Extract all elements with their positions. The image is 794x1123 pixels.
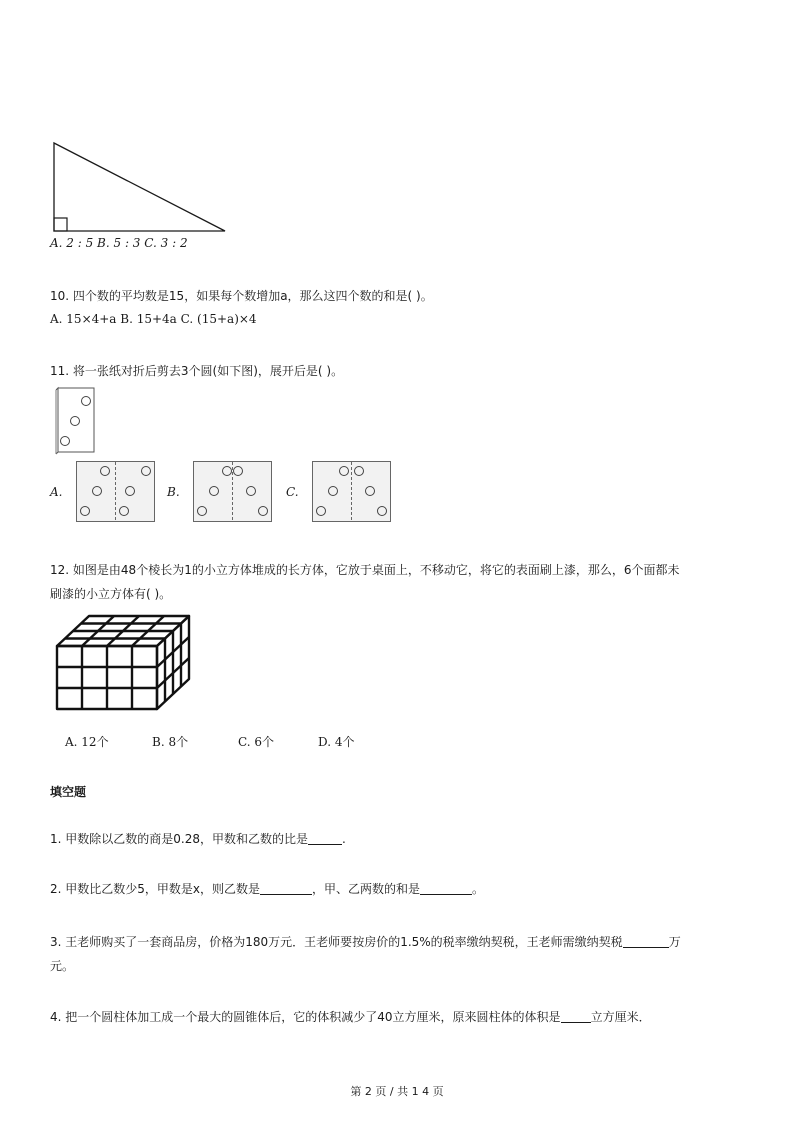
q9-options: A. 2 : 5 B. 5 : 3 C. 3 : 2 (50, 236, 188, 250)
fill-1-blank[interactable] (308, 832, 342, 845)
q11-stem (50, 362, 343, 379)
page-footer: 第 2 页 / 共 1 4 页 (350, 1085, 444, 1098)
fill-3-text: 王老师购买了一套商品房，价格为180万元．王老师要按房价的1.5%的税率缴纳契税，王老师需缴纳契税 (65, 935, 623, 949)
fill-3-text-unit: 万 (668, 935, 681, 949)
right-triangle-figure (53, 142, 229, 234)
q10-text: 四个数的平均数是15，如果每个数增加a，那么这四个数的和是( )。 (72, 289, 433, 303)
fill-2-blank-1[interactable] (260, 882, 312, 895)
q10-options: A. 15×4+a B. 15+4a C. (15+a)×4 (50, 312, 257, 326)
fill-2-text: 甲数比乙数少5，甲数是x，则乙数是 (65, 882, 261, 896)
q11-option-b-label: B. (167, 485, 180, 499)
q11-number: 11. (50, 364, 70, 378)
q12-option-a: A. 12个 (65, 735, 109, 749)
q12-stem-line2: 刷漆的小立方体有( )。 (50, 587, 172, 601)
cube-stack-figure (56, 614, 192, 712)
fill-3-blank[interactable] (623, 935, 669, 948)
fill-4-blank[interactable] (561, 1010, 591, 1023)
q12-stem-line1 (50, 561, 679, 578)
q10-stem (50, 287, 433, 304)
q12-number: 12. (50, 563, 70, 577)
q12-option-c: C. 6个 (238, 735, 275, 749)
fill-3-number: 3. (50, 935, 62, 949)
section-title: 填空题 (50, 785, 87, 799)
fill-question-2 (50, 880, 484, 897)
q12-option-b: B. 8个 (152, 735, 189, 749)
fill-4-text: 把一个圆柱体加工成一个最大的圆锥体后，它的体积减少了40立方厘米，原来圆柱体的体积是 (65, 1010, 561, 1024)
fill-4-text-end: 立方厘米． (590, 1010, 651, 1024)
fill-2-blank-2[interactable] (420, 882, 472, 895)
q11-option-a-label: A. (50, 485, 63, 499)
fill-3-line2: 元。 (50, 959, 75, 973)
q11-option-b-figure (193, 461, 273, 523)
fill-2-number: 2. (50, 882, 62, 896)
fill-2-text-middle: ，甲、乙两数的和是 (312, 882, 421, 896)
q11-text: 将一张纸对折后剪去3个圆(如下图)，展开后是( )。 (72, 364, 344, 378)
fill-4-number: 4. (50, 1010, 62, 1024)
folded-paper-figure (54, 386, 100, 456)
q11-option-c-figure (312, 461, 392, 523)
q12-option-d: D. 4个 (318, 735, 355, 749)
q10-number: 10. (50, 289, 70, 303)
fill-question-3 (50, 933, 681, 950)
fill-1-number: 1. (50, 832, 62, 846)
q11-option-c-label: C. (286, 485, 299, 499)
fill-1-text-end: . (342, 832, 346, 846)
fill-question-1 (50, 830, 346, 847)
q11-option-a-figure (76, 461, 156, 523)
fill-question-4 (50, 1008, 651, 1025)
fill-1-text: 甲数除以乙数的商是0.28，甲数和乙数的比是 (65, 832, 309, 846)
fill-2-text-end: 。 (472, 882, 485, 896)
q12-text: 如图是由48个棱长为1的小立方体堆成的长方体，它放于桌面上，不移动它，将它的表面刷上漆，那么，6个面都未 (72, 563, 680, 577)
